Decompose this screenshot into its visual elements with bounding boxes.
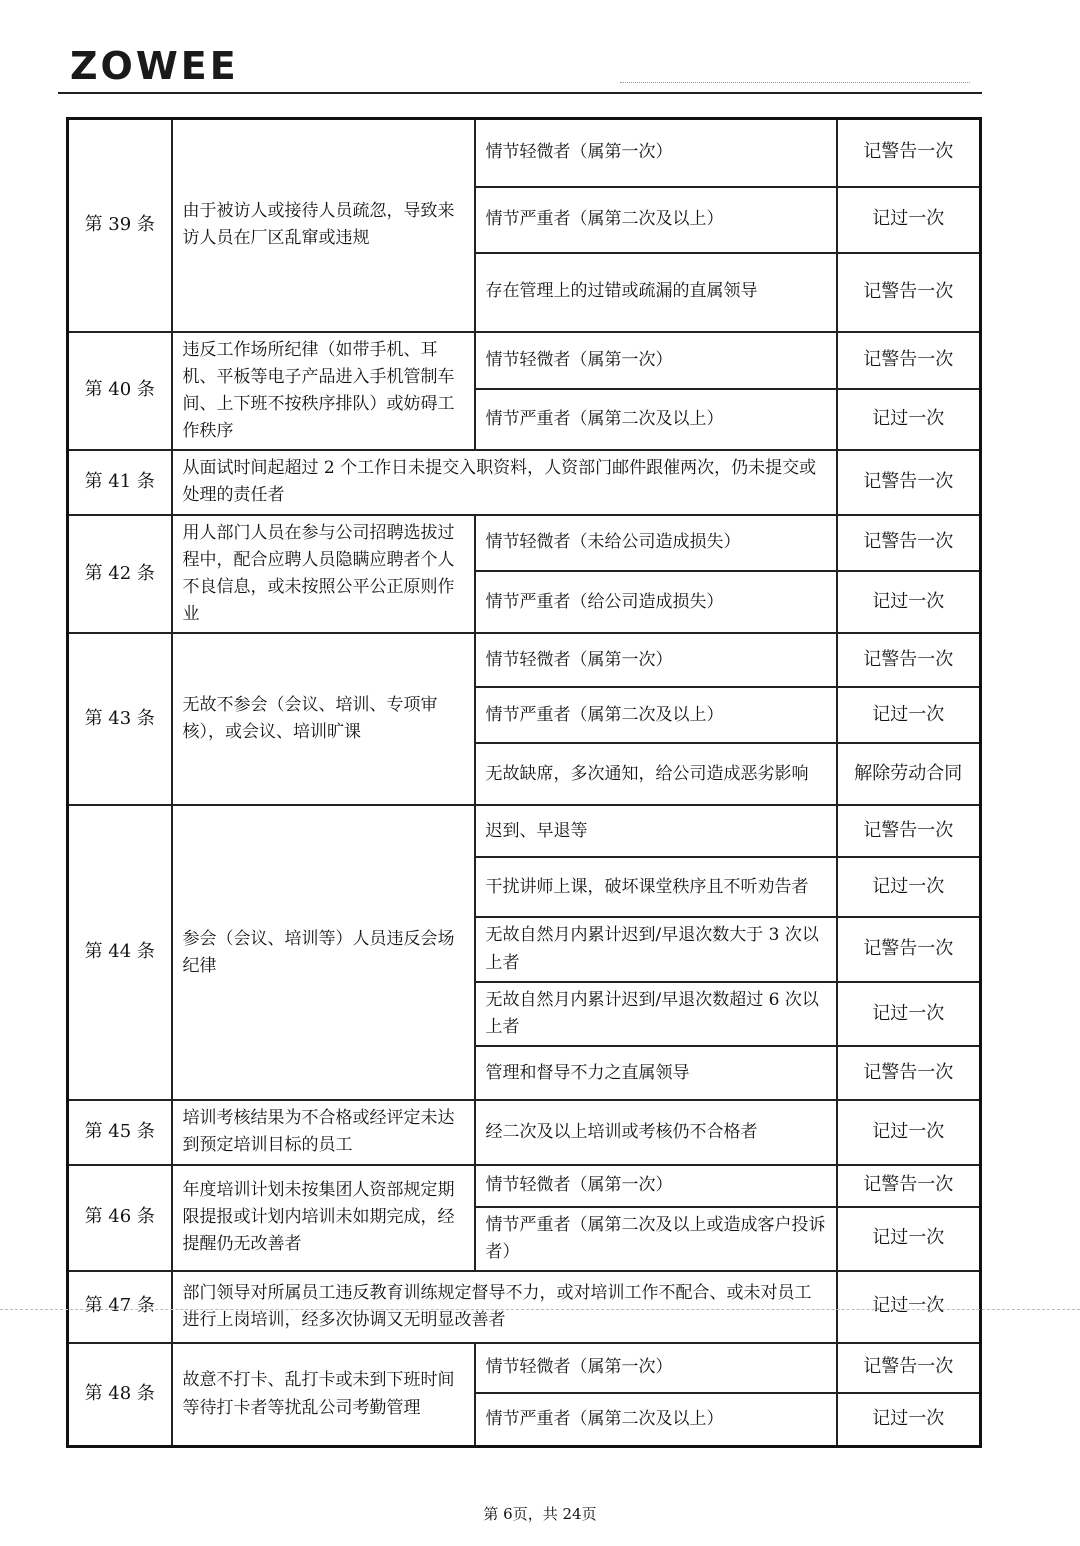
penalty-cell: 解除劳动合同: [837, 743, 981, 805]
article-number: 第 39 条: [68, 119, 172, 332]
article-number: 第 46 条: [68, 1165, 172, 1271]
penalty-cell: 记警告一次: [837, 917, 981, 981]
condition-cell: 干扰讲师上课，破坏课堂秩序且不听劝告者: [475, 857, 837, 917]
penalty-cell: 记警告一次: [837, 119, 981, 187]
condition-cell: 情节严重者（属第二次及以上）: [475, 187, 837, 253]
penalty-cell: 记过一次: [837, 571, 981, 633]
condition-cell: 情节轻微者（属第一次）: [475, 1343, 837, 1393]
condition-cell: 无故缺席，多次通知，给公司造成恶劣影响: [475, 743, 837, 805]
penalty-cell: 记过一次: [837, 687, 981, 743]
condition-cell: 经二次及以上培训或考核仍不合格者: [475, 1100, 837, 1164]
condition-cell: 无故自然月内累计迟到/早退次数超过 6 次以上者: [475, 982, 837, 1046]
violation-description: 部门领导对所属员工违反教育训练规定督导不力，或对培训工作不配合、或未对员工进行上岗培训，经多次协调又无明显改善者: [172, 1271, 837, 1343]
article-number: 第 40 条: [68, 332, 172, 451]
penalty-cell: 记过一次: [837, 1393, 981, 1447]
penalty-cell: 记过一次: [837, 1271, 981, 1343]
violation-description: 参会（会议、培训等）人员违反会场纪律: [172, 805, 475, 1100]
violation-description: 年度培训计划未按集团人资部规定期限提报或计划内培训未如期完成，经提醒仍无改善者: [172, 1165, 475, 1271]
table-row: [68, 805, 981, 857]
condition-cell: 迟到、早退等: [475, 805, 837, 857]
scan-artifact-dotted-line: [0, 1309, 1080, 1311]
penalty-cell: 记警告一次: [837, 1165, 981, 1207]
condition-cell: 情节严重者（属第二次及以上）: [475, 687, 837, 743]
table-row: [68, 450, 981, 514]
condition-cell: 情节轻微者（属第一次）: [475, 1165, 837, 1207]
penalty-cell: 记过一次: [837, 1207, 981, 1271]
violation-description: 从面试时间起超过 2 个工作日未提交入职资料，人资部门邮件跟催两次，仍未提交或处理的责任者: [172, 450, 837, 514]
page-number: 第 6页，共 24页: [483, 1505, 597, 1523]
penalty-cell: 记警告一次: [837, 1046, 981, 1100]
violation-description: 由于被访人或接待人员疏忽，导致来访人员在厂区乱窜或违规: [172, 119, 475, 332]
penalty-cell: 记过一次: [837, 982, 981, 1046]
penalty-cell: 记警告一次: [837, 1343, 981, 1393]
table-row: [68, 1271, 981, 1343]
table-row: [68, 633, 981, 687]
condition-cell: 存在管理上的过错或疏漏的直属领导: [475, 253, 837, 332]
penalty-cell: 记警告一次: [837, 805, 981, 857]
penalty-cell: 记过一次: [837, 389, 981, 450]
violation-description: 用人部门人员在参与公司招聘选拔过程中，配合应聘人员隐瞒应聘者个人不良信息，或未按照公平公正原则作业: [172, 515, 475, 634]
table-row: [68, 119, 981, 187]
table-row: [68, 1343, 981, 1393]
violation-description: 故意不打卡、乱打卡或未到下班时间等待打卡者等扰乱公司考勤管理: [172, 1343, 475, 1447]
penalty-cell: 记过一次: [837, 857, 981, 917]
condition-cell: 管理和督导不力之直属领导: [475, 1046, 837, 1100]
condition-cell: 情节轻微者（属第一次）: [475, 119, 837, 187]
condition-cell: 情节轻微者（属第一次）: [475, 332, 837, 389]
company-logo: ZOWEE: [70, 44, 239, 88]
header-dotted-line: [620, 82, 970, 84]
article-number: 第 48 条: [68, 1343, 172, 1447]
condition-cell: 情节轻微者（属第一次）: [475, 633, 837, 687]
penalty-cell: 记警告一次: [837, 332, 981, 389]
table-row: [68, 1100, 981, 1164]
article-number: 第 45 条: [68, 1100, 172, 1164]
header-rule: [58, 92, 982, 94]
penalty-cell: 记警告一次: [837, 450, 981, 514]
condition-cell: 情节严重者（属第二次及以上）: [475, 389, 837, 450]
article-number: 第 43 条: [68, 633, 172, 805]
table-row: [68, 1165, 981, 1207]
condition-cell: 情节轻微者（未给公司造成损失）: [475, 515, 837, 571]
condition-cell: 情节严重者（属第二次及以上或造成客户投诉者）: [475, 1207, 837, 1271]
article-number: 第 41 条: [68, 450, 172, 514]
penalty-cell: 记警告一次: [837, 253, 981, 332]
penalty-cell: 记过一次: [837, 1100, 981, 1164]
condition-cell: 情节严重者（属第二次及以上）: [475, 1393, 837, 1447]
article-number: 第 42 条: [68, 515, 172, 634]
table-row: [68, 515, 981, 571]
article-number: 第 44 条: [68, 805, 172, 1100]
violation-description: 无故不参会（会议、培训、专项审核），或会议、培训旷课: [172, 633, 475, 805]
violation-description: 违反工作场所纪律（如带手机、耳机、平板等电子产品进入手机管制车间、上下班不按秩序排队）或妨碍工作秩序: [172, 332, 475, 451]
penalty-cell: 记警告一次: [837, 633, 981, 687]
table-row: [68, 332, 981, 389]
article-number: 第 47 条: [68, 1271, 172, 1343]
penalty-cell: 记警告一次: [837, 515, 981, 571]
penalty-cell: 记过一次: [837, 187, 981, 253]
condition-cell: 无故自然月内累计迟到/早退次数大于 3 次以上者: [475, 917, 837, 981]
disciplinary-rules-table: [66, 117, 982, 1448]
condition-cell: 情节严重者（给公司造成损失）: [475, 571, 837, 633]
violation-description: 培训考核结果为不合格或经评定未达到预定培训目标的员工: [172, 1100, 475, 1164]
